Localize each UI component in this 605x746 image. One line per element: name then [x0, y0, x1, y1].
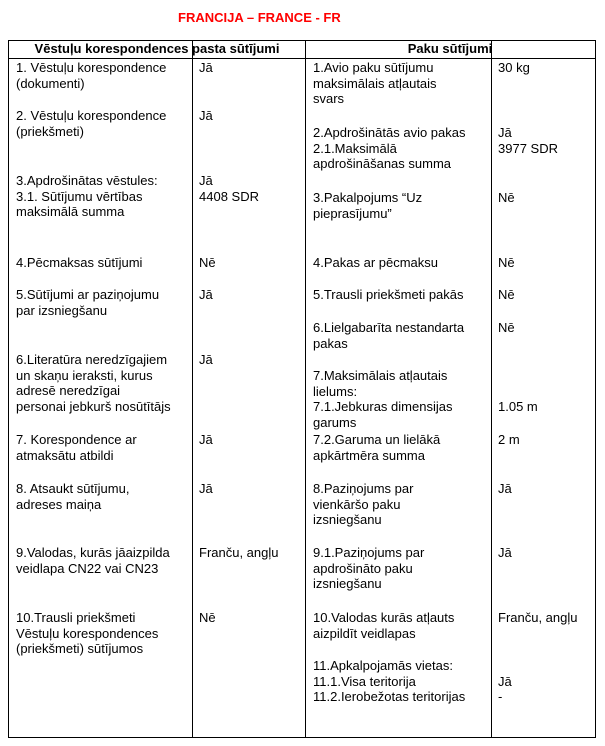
letter-row-label: 6.Literatūra neredzīgajiem un skaņu ieraksti, kurus adresē neredzīgai personai jebkurš nosūtītājs: [16, 352, 171, 414]
header-letter-mail: Vēstuļu korespondences pasta sūtījumi: [9, 41, 305, 59]
column-divider: [491, 41, 492, 737]
parcel-row-value: 1.05 m: [498, 399, 538, 414]
parcel-row-value: Jā: [498, 481, 512, 496]
letter-row-value: Nē: [199, 610, 216, 625]
letter-row-label: 9.Valodas, kurās jāaizpilda veidlapa CN22 vai CN23: [16, 545, 170, 576]
letter-row-label: 3.Apdrošinātas vēstules: 3.1. Sūtījumu vērtības maksimālā summa: [16, 173, 158, 219]
parcel-row-value: 2 m: [498, 432, 520, 447]
services-table: [8, 40, 596, 738]
letter-row-label: 4.Pēcmaksas sūtījumi: [16, 255, 143, 270]
parcel-row-label: 9.1.Paziņojums par apdrošināto paku izsniegšanu: [313, 545, 425, 591]
parcel-row-value: Nē: [498, 287, 515, 302]
header-parcels: Paku sūtījumi: [305, 41, 595, 59]
letter-row-label: 1. Vēstuļu korespondence (dokumenti): [16, 60, 167, 91]
letter-row-label: 2. Vēstuļu korespondence (priekšmeti): [16, 108, 167, 139]
letter-row-label: 8. Atsaukt sūtījumu, adreses maiņa: [16, 481, 130, 512]
letter-row-value: Jā: [199, 60, 213, 75]
parcel-row-label: 2.Apdrošinātās avio pakas 2.1.Maksimālā apdrošināšanas summa: [313, 125, 466, 171]
parcel-row-label: 8.Paziņojums par vienkāršo paku izsniegšanu: [313, 481, 414, 527]
parcel-row-label: 10.Valodas kurās atļauts aizpildīt veidlapas: [313, 610, 455, 641]
parcel-row-value: Nē: [498, 255, 515, 270]
column-divider: [305, 41, 306, 737]
parcel-row-label: 7.2.Garuma un lielākā apkārtmēra summa: [313, 432, 441, 463]
letter-row-label: 10.Trausli priekšmeti Vēstuļu korespondences (priekšmeti) sūtījumos: [16, 610, 159, 656]
letter-row-label: 7. Korespondence ar atmaksātu atbildi: [16, 432, 137, 463]
parcel-row-value: Nē: [498, 320, 515, 335]
parcel-row-value: Nē: [498, 190, 515, 205]
parcel-row-label: 3.Pakalpojums “Uz pieprasījumu”: [313, 190, 423, 221]
parcel-row-value: Franču, angļu: [498, 610, 578, 625]
parcel-row-label: 6.Lielgabarīta nestandarta pakas: [313, 320, 465, 351]
letter-row-value: Jā: [199, 481, 213, 496]
parcel-row-value: Jā -: [498, 673, 512, 704]
parcel-row-label: 4.Pakas ar pēcmaksu: [313, 255, 439, 270]
letter-row-value: Jā: [199, 108, 213, 123]
letter-row-value: Jā: [199, 352, 213, 367]
parcel-row-label: 7.Maksimālais atļautais lielums: 7.1.Jebkuras dimensijas garums: [313, 368, 453, 430]
letter-row-value: Jā: [199, 432, 213, 447]
parcel-row-label: 11.Apkalpojamās vietas: 11.1.Visa teritorija 11.2.Ierobežotas teritorijas: [313, 658, 466, 704]
parcel-row-label: 5.Trausli priekšmeti pakās: [313, 287, 464, 302]
letter-row-value: Jā 4408 SDR: [199, 173, 259, 204]
parcel-row-value: Jā: [498, 545, 512, 560]
letter-row-value: Franču, angļu: [199, 545, 279, 560]
parcel-row-value: Jā 3977 SDR: [498, 125, 558, 156]
parcel-row-label: 1.Avio paku sūtījumu maksimālais atļautais svars: [313, 60, 437, 106]
letter-row-value: Jā: [199, 287, 213, 302]
letter-row-value: Nē: [199, 255, 216, 270]
country-title: FRANCIJA – FRANCE - FR: [178, 10, 341, 25]
parcel-row-value: 30 kg: [498, 60, 530, 75]
letter-row-label: 5.Sūtījumi ar paziņojumu par izsniegšanu: [16, 287, 160, 318]
